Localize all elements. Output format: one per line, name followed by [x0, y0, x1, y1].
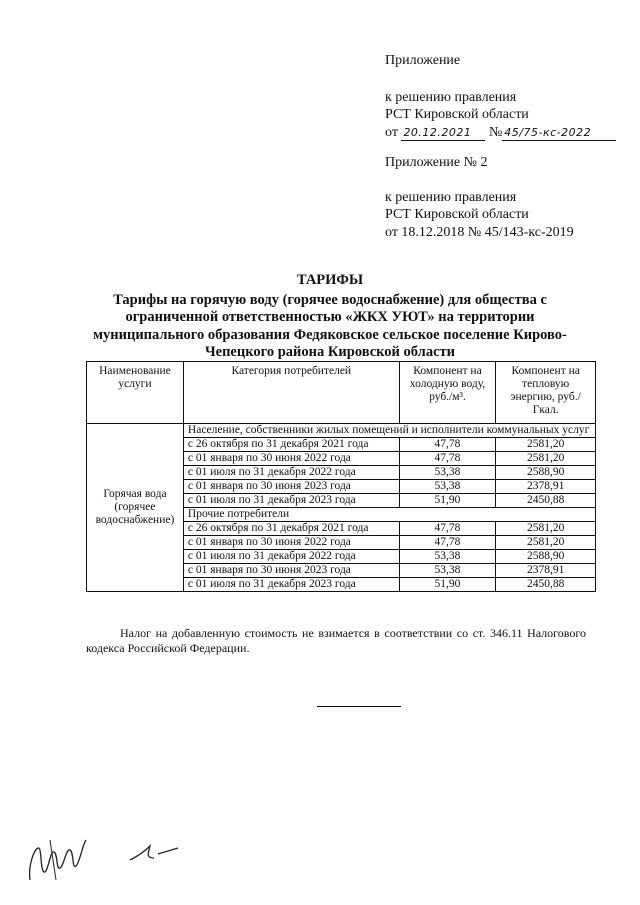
tariff-table — [86, 361, 596, 592]
cold-water-cell: 51,90 — [399, 494, 496, 508]
thermal-energy-cell: 2450,88 — [496, 494, 596, 508]
appendix-1-date-line — [385, 124, 616, 142]
appendix-1-decision-line2: РСТ Кировской области — [385, 107, 529, 122]
service-name: Горячая вода (горячее водоснабжение) — [87, 424, 184, 592]
cold-water-cell: 53,38 — [399, 466, 496, 480]
period-cell: с 26 октября по 31 декабря 2021 года — [183, 522, 399, 536]
thermal-energy-cell: 2450,88 — [496, 578, 596, 592]
period-cell: с 01 июля по 31 декабря 2023 года — [183, 578, 399, 592]
table-row — [87, 424, 596, 438]
header-service: Наименование услуги — [87, 362, 184, 424]
period-cell: с 01 января по 30 июня 2023 года — [183, 564, 399, 578]
from-prefix: от — [385, 124, 398, 140]
thermal-energy-cell: 2581,20 — [496, 522, 596, 536]
cold-water-cell: 53,38 — [399, 480, 496, 494]
number-prefix: № — [488, 124, 503, 140]
vat-note: Налог на добавленную стоимость не взимается в соответствии со ст. 346.11 Налогового кодекса Российской Федерации. — [86, 626, 586, 655]
period-cell: с 01 июля по 31 декабря 2023 года — [183, 494, 399, 508]
group-population: Население, собственники жилых помещений и исполнители коммунальных услуг — [183, 424, 595, 438]
header-cold-water: Компонент на холодную воду, руб./м³. — [399, 362, 496, 424]
separator-line — [317, 706, 401, 707]
heading-title: ТАРИФЫ — [296, 272, 364, 288]
thermal-energy-cell: 2581,20 — [496, 536, 596, 550]
cold-water-cell: 47,78 — [399, 522, 496, 536]
cold-water-cell: 47,78 — [399, 438, 496, 452]
cold-water-cell: 53,38 — [399, 550, 496, 564]
thermal-energy-cell: 2581,20 — [496, 438, 596, 452]
thermal-energy-cell: 2581,20 — [496, 452, 596, 466]
handwritten-number: 45/75-кс-2022 — [502, 126, 616, 141]
header-category: Категория потребителей — [183, 362, 399, 424]
cold-water-cell: 53,38 — [399, 564, 496, 578]
appendix-1-block — [385, 52, 616, 141]
cold-water-cell: 47,78 — [399, 452, 496, 466]
cold-water-cell: 47,78 — [399, 536, 496, 550]
thermal-energy-cell: 2588,90 — [496, 550, 596, 564]
heading-line2: ограниченной ответственностью «ЖКХ УЮТ» на территории — [125, 309, 535, 325]
appendix-2-decision-line1: к решению правления — [385, 189, 517, 205]
appendix-1-title: Приложение — [385, 53, 461, 68]
appendix-2-decision-line3: от 18.12.2018 № 45/143-кс-2019 — [385, 224, 574, 240]
heading-line4: Чепецкого района Кировской области — [205, 344, 455, 360]
appendix-2-title: Приложение № 2 — [385, 155, 488, 170]
period-cell: с 26 октября по 31 декабря 2021 года — [183, 438, 399, 452]
heading-line1: Тарифы на горячую воду (горячее водоснабжение) для общества с — [113, 291, 547, 308]
period-cell: с 01 января по 30 июня 2022 года — [183, 536, 399, 550]
period-cell: с 01 января по 30 июня 2022 года — [183, 452, 399, 466]
signature-handwritten — [20, 820, 200, 890]
thermal-energy-cell: 2378,91 — [496, 564, 596, 578]
table-header-row — [87, 362, 596, 424]
appendix-2-block — [385, 154, 574, 241]
handwritten-date: 20.12.2021 — [401, 126, 485, 141]
appendix-2-decision-line2: РСТ Кировской области — [385, 207, 529, 222]
header-thermal-energy: Компонент на тепловую энергию, руб./Гкал. — [496, 362, 596, 424]
group-other-consumers: Прочие потребители — [183, 508, 595, 522]
heading-line3: муниципального образования Федяковское сельское поселение Кирово- — [93, 326, 567, 343]
period-cell: с 01 июля по 31 декабря 2022 года — [183, 550, 399, 564]
period-cell: с 01 января по 30 июня 2023 года — [183, 480, 399, 494]
thermal-energy-cell: 2378,91 — [496, 480, 596, 494]
appendix-1-decision-line1: к решению правления — [385, 89, 517, 105]
period-cell: с 01 июля по 31 декабря 2022 года — [183, 466, 399, 480]
thermal-energy-cell: 2588,90 — [496, 466, 596, 480]
document-heading — [80, 272, 580, 362]
cold-water-cell: 51,90 — [399, 578, 496, 592]
